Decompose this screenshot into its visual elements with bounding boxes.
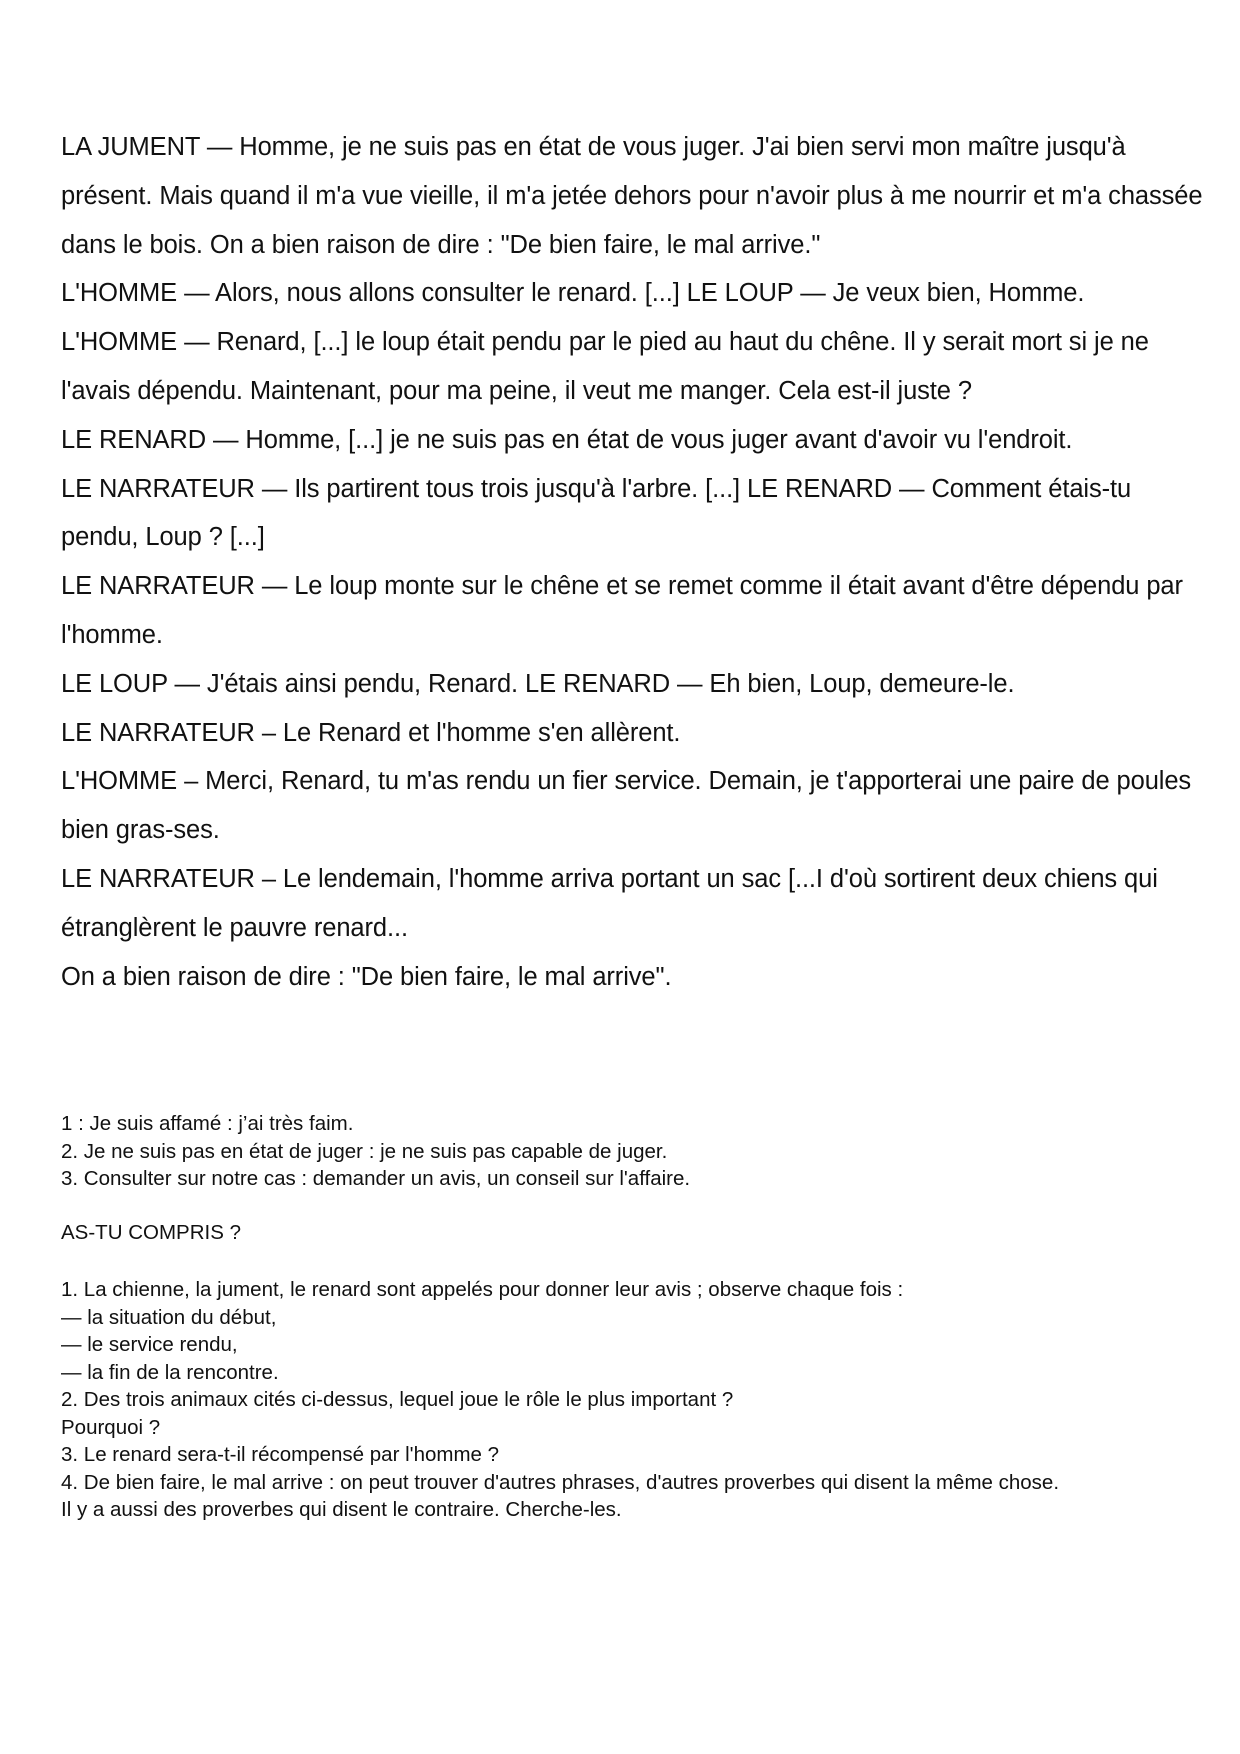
question-line: 2. Des trois animaux cités ci-dessus, lequel joue le rôle le plus important ?	[61, 1388, 734, 1411]
story-line: On a bien raison de dire : "De bien faire, le mal arrive".	[61, 962, 672, 991]
story-text	[61, 123, 1211, 1001]
footnote: 3. Consulter sur notre cas : demander un avis, un conseil sur l'affaire.	[61, 1167, 691, 1190]
question-line: Pourquoi ?	[61, 1415, 161, 1439]
story-line: L'HOMME — Renard, [...] le loup était pendu par le pied au haut du chêne. Il y serait mort si je ne l'avais dépendu. Maintenant, pour ma peine, il veut me manger. Cela est-il juste ?	[61, 328, 1149, 405]
question-line: — la fin de la rencontre.	[61, 1360, 279, 1384]
story-line: LA JUMENT — Homme, je ne suis pas en état de vous juger. J'ai bien servi mon maître jusqu'à présent. Mais quand il m'a vue vieille, il m'a jetée dehors pour n'avoir plus à me nourrir et m'a chassée dans le bois. On a bien raison de dire : "De bien faire, le mal arrive."	[61, 133, 1203, 259]
story-line: LE NARRATEUR — Le loup monte sur le chêne et se remet comme il était avant d'être dépendu par l'homme.	[61, 572, 1183, 649]
question-line: 4. De bien faire, le mal arrive : on peut trouver d'autres phrases, d'autres proverbes qui disent la même chose.	[61, 1470, 1060, 1494]
story-line: L'HOMME – Merci, Renard, tu m'as rendu un fier service. Demain, je t'apporterai une paire de poules bien gras-ses.	[61, 767, 1192, 845]
story-line: LE LOUP — J'étais ainsi pendu, Renard. LE RENARD — Eh bien, Loup, demeure-le.	[61, 669, 1015, 698]
story-line: LE NARRATEUR – Le lendemain, l'homme arriva portant un sac [...I d'où sortirent deux chiens qui étranglèrent le pauvre renard...	[61, 864, 1158, 942]
comprehension-questions	[61, 1276, 1211, 1524]
question-line: Il y a aussi des proverbes qui disent le contraire. Cherche-les.	[61, 1498, 622, 1521]
footnote: 2. Je ne suis pas en état de juger : je ne suis pas capable de juger.	[61, 1139, 668, 1163]
story-line: LE NARRATEUR — Ils partirent tous trois jusqu'à l'arbre. [...] LE RENARD — Comment étais-tu pendu, Loup ? [...]	[61, 474, 1132, 552]
footnotes	[61, 1110, 1211, 1193]
question-line: — le service rendu,	[61, 1333, 238, 1356]
story-line: LE NARRATEUR – Le Renard et l'homme s'en allèrent.	[61, 718, 681, 747]
comprehension-title: AS-TU COMPRIS ?	[61, 1221, 241, 1244]
question-line: 1. La chienne, la jument, le renard sont appelés pour donner leur avis ; observe chaque fois :	[61, 1278, 904, 1301]
question-line: 3. Le renard sera-t-il récompensé par l'homme ?	[61, 1443, 500, 1466]
story-line: L'HOMME — Alors, nous allons consulter le renard. [...] LE LOUP — Je veux bien, Homme.	[61, 279, 1085, 308]
story-line: LE RENARD — Homme, [...] je ne suis pas en état de vous juger avant d'avoir vu l'endroit.	[61, 425, 1073, 454]
footnote: 1 : Je suis affamé : j’ai très faim.	[61, 1112, 354, 1135]
question-line: — la situation du début,	[61, 1305, 277, 1329]
